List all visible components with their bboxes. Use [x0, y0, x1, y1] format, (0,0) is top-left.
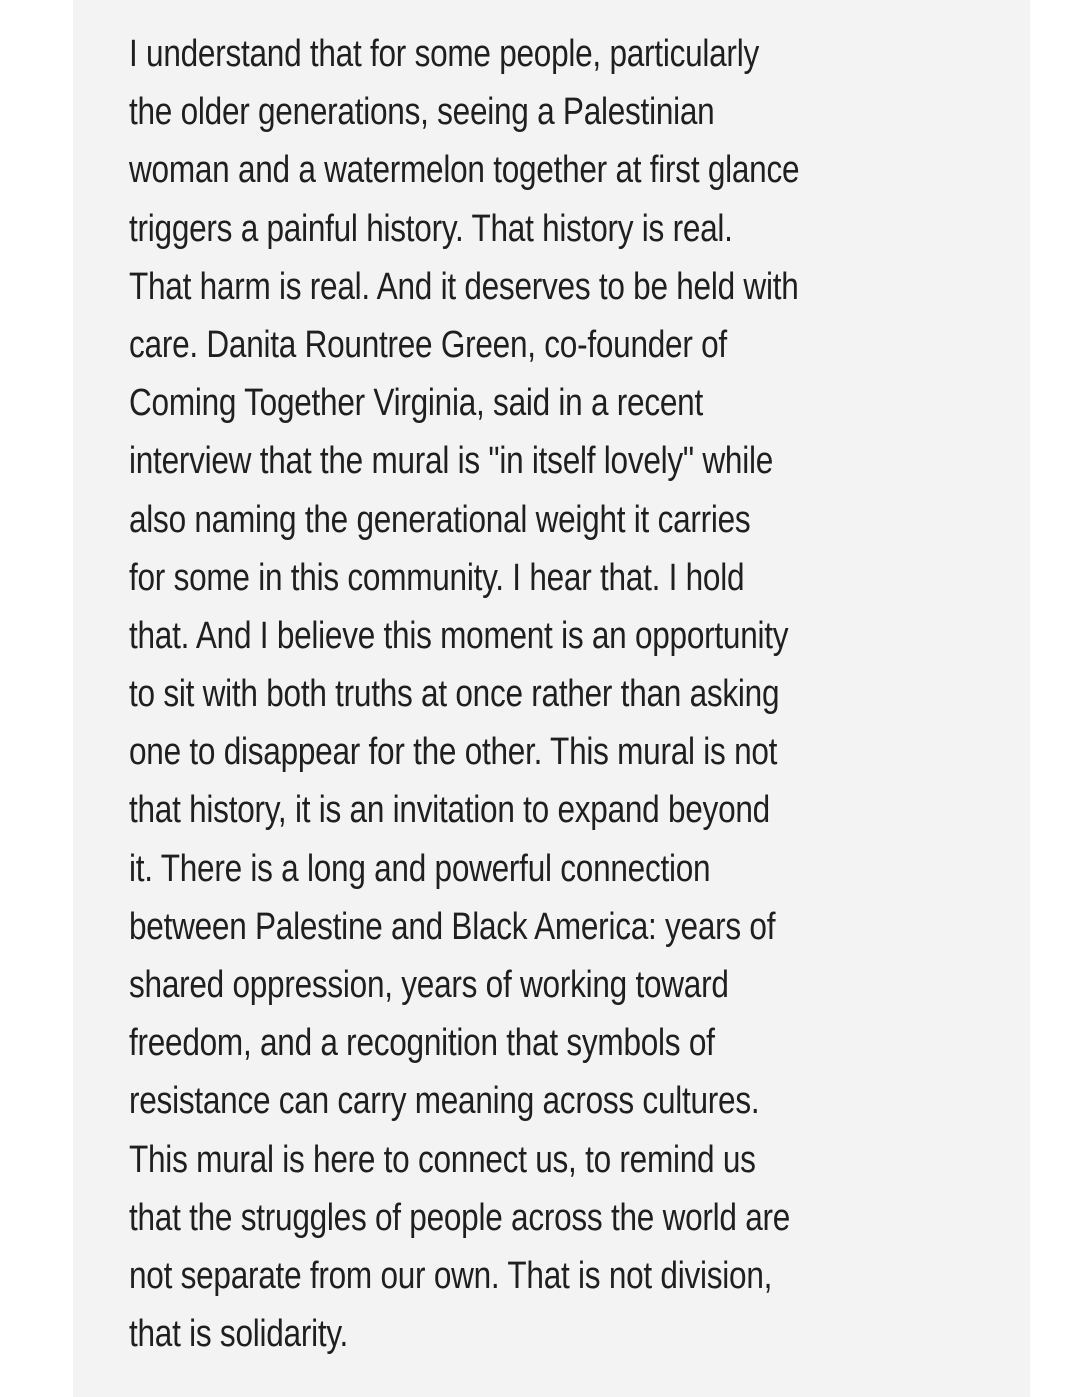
text-line: woman and a watermelon together at first glance [129, 149, 800, 192]
text-line: also naming the generational weight it carries [129, 498, 751, 541]
text-line: between Palestine and Black America: years of [129, 905, 776, 948]
text-line: it. There is a long and powerful connection [129, 847, 711, 890]
text-line: that is solidarity. [129, 1313, 349, 1356]
text-line: that the struggles of people across the world are [129, 1196, 791, 1239]
text-line: that history, it is an invitation to expand beyond [129, 789, 770, 832]
text-line: to sit with both truths at once rather than asking [129, 673, 780, 716]
document-page [73, 0, 1030, 1397]
text-line: shared oppression, years of working toward [129, 964, 729, 1006]
text-line: I understand that for some people, particularly [129, 33, 759, 75]
text-line: the older generations, seeing a Palestinian [129, 91, 715, 134]
text-line: Coming Together Virginia, said in a recent [129, 382, 703, 425]
text-line: not separate from our own. That is not division, [129, 1254, 773, 1297]
text-line: This mural is here to connect us, to remind us [129, 1138, 756, 1181]
text-line: that. And I believe this moment is an opportunity [129, 614, 789, 657]
text-line: interview that the mural is "in itself lovely" while [129, 440, 774, 483]
statement-paragraph [129, 25, 1019, 1363]
text-line: freedom, and a recognition that symbols of [129, 1022, 715, 1065]
text-line: care. Danita Rountree Green, co-founder of [129, 323, 727, 366]
text-line: for some in this community. I hear that. I hold [129, 556, 745, 599]
text-line: That harm is real. And it deserves to be held with [129, 265, 799, 308]
text-line: resistance can carry meaning across cultures. [129, 1080, 760, 1123]
text-line: triggers a painful history. That history is real. [129, 207, 733, 250]
text-line: one to disappear for the other. This mural is not [129, 731, 778, 774]
